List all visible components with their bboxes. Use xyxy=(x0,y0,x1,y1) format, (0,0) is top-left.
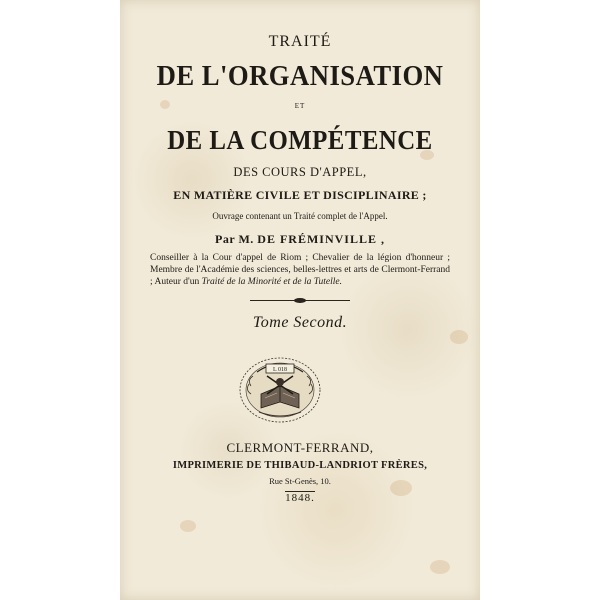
author-line xyxy=(120,232,480,247)
foxing-spot xyxy=(450,330,468,344)
author-name: DE FRÉMINVILLE , xyxy=(257,232,385,246)
author-bio xyxy=(150,252,450,288)
foxing-spot xyxy=(430,560,450,574)
printer-device-emblem-icon xyxy=(237,350,323,424)
imprint-city: CLERMONT-FERRAND, xyxy=(226,440,374,455)
publication-year: 1848. xyxy=(285,492,315,504)
foxing-spot xyxy=(180,520,196,532)
volume-label: Tome Second. xyxy=(252,314,348,331)
title-line-et: ET xyxy=(294,102,306,110)
title-line-cours-appel: DES COURS D'APPEL, xyxy=(233,165,367,179)
title-line-matiere: EN MATIÈRE CIVILE ET DISCIPLINAIRE ; xyxy=(173,188,427,202)
author-bio-text: Conseiller à la Cour d'appel de Riom ; Chevalier de la légion d'honneur ; Membre de l'Académie des sciences, belles-lettres et arts de Clermont-Ferrand ; Auteur d'un xyxy=(150,253,450,287)
title-line-traite: TRAITÉ xyxy=(268,33,332,50)
vignette-banner-text: L 018 xyxy=(273,367,287,373)
title-page xyxy=(120,0,480,600)
author-bio-italic-title: Traité de la Minorité et de la Tutelle. xyxy=(201,277,342,287)
title-line-competence: DE LA COMPÉTENCE xyxy=(167,125,433,155)
subtitle: Ouvrage contenant un Traité complet de l'Appel. xyxy=(212,211,388,221)
author-prefix: Par M. xyxy=(215,232,254,246)
ornamental-divider xyxy=(250,300,350,301)
imprint-address: Rue St-Genès, 10. xyxy=(269,476,331,486)
title-line-organisation: DE L'ORGANISATION xyxy=(156,60,444,92)
imprint-printer: IMPRIMERIE DE THIBAUD-LANDRIOT FRÈRES, xyxy=(172,460,428,471)
